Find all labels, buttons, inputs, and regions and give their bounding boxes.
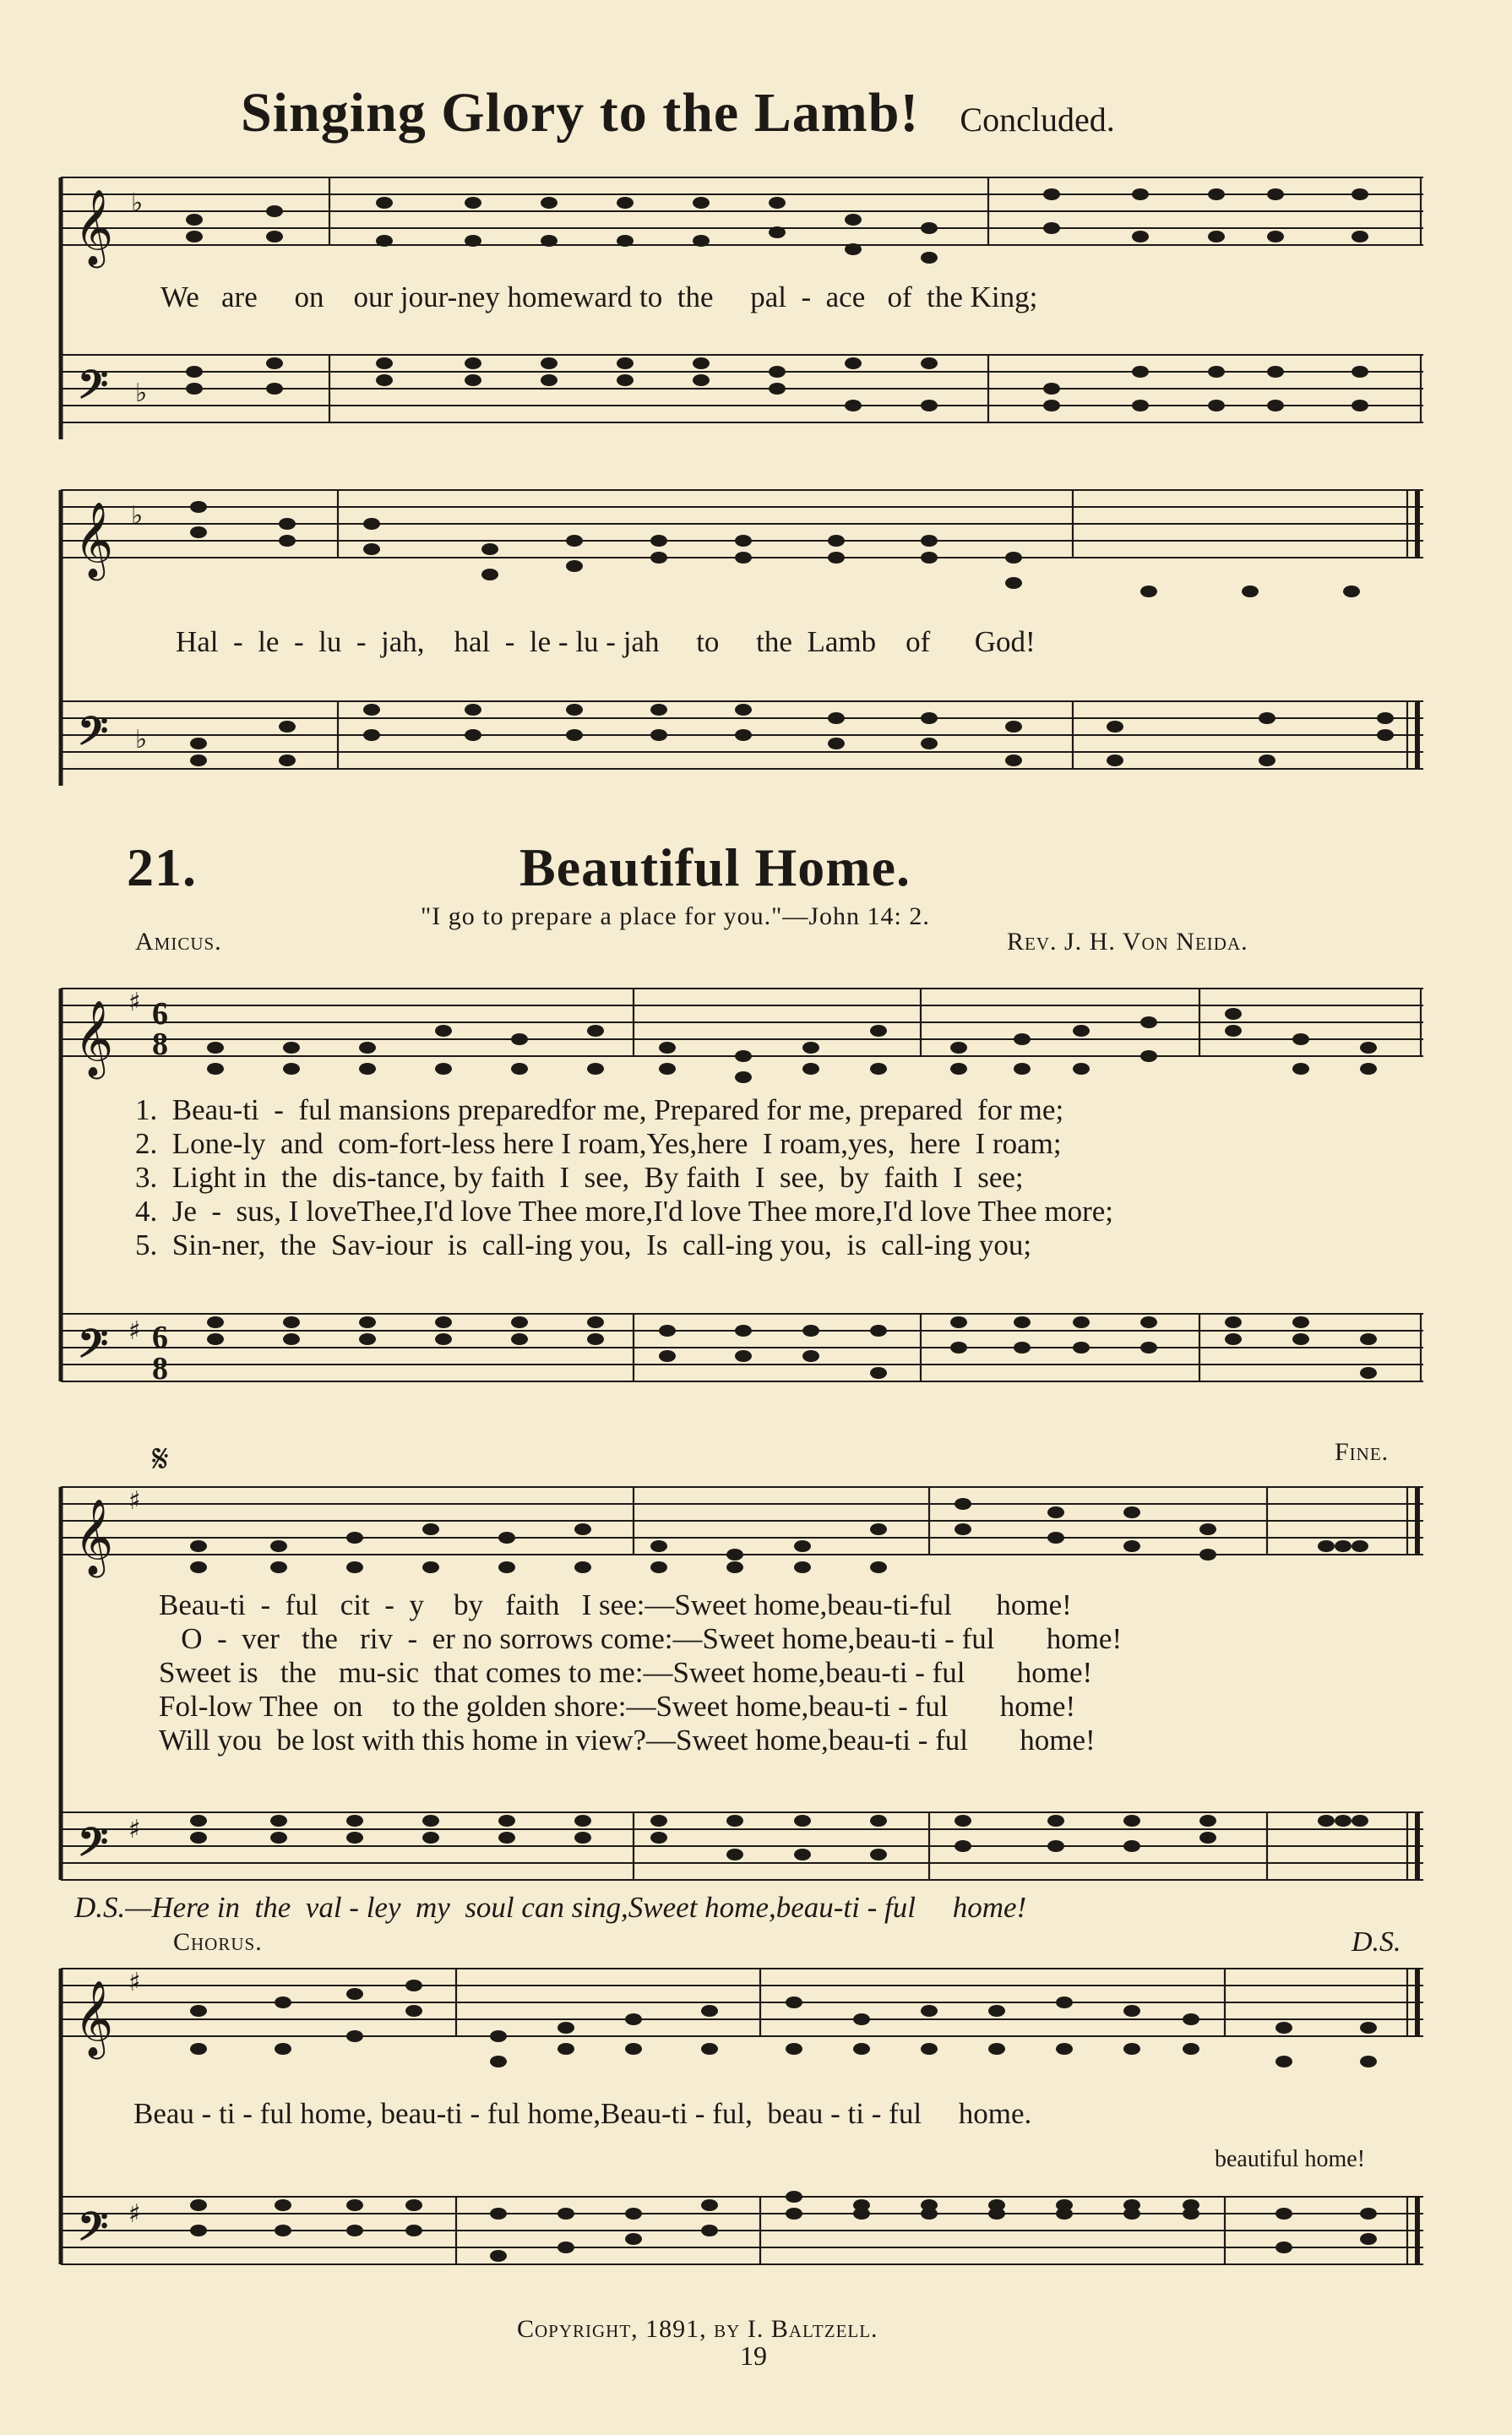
treble-notes: [190, 501, 1360, 597]
svg-text:♭: ♭: [135, 725, 148, 754]
bass-staff: [61, 1314, 1423, 1381]
svg-text:6: 6: [152, 996, 168, 1032]
svg-text:6: 6: [152, 1320, 168, 1355]
svg-text:♭: ♭: [131, 501, 144, 531]
song2-title: Beautiful Home.: [519, 837, 911, 897]
svg-text:♯: ♯: [128, 1486, 141, 1516]
svg-text:𝄞: 𝄞: [74, 189, 114, 265]
refrain-line-3: Sweet is the mu-sic that comes to me:—Sweet home,beau-ti - ful home!: [159, 1656, 1093, 1689]
refrain-line-4: Fol-low Thee on to the golden shore:—Sweet home,beau-ti - ful home!: [159, 1690, 1076, 1723]
treble-staff: [61, 490, 1423, 558]
segno-sign: 𝄋: [152, 1437, 169, 1480]
svg-text:𝄢: 𝄢: [78, 2203, 109, 2259]
svg-text:♯: ♯: [128, 1968, 141, 1997]
svg-text:♯: ♯: [128, 988, 141, 1017]
svg-text:𝄢: 𝄢: [78, 362, 109, 417]
refrain-line-2: O - ver the riv - er no sorrows come:—Sweet home,beau-ti - ful home!: [159, 1622, 1123, 1655]
treble-notes: [190, 1980, 1377, 2067]
ds-line: D.S.—Here in the val - ley my soul can sing,Sweet home,beau-ti - ful home!: [74, 1891, 1027, 1924]
song2-composer: Amicus.: [135, 928, 222, 956]
treble-notes: [207, 1008, 1377, 1083]
bass-notes: [186, 357, 1368, 411]
chorus-label: Chorus.: [173, 1928, 263, 1956]
treble-staff: [61, 1969, 1423, 2036]
svg-text:𝄢: 𝄢: [78, 708, 109, 764]
svg-text:♭: ♭: [135, 379, 148, 408]
svg-text:𝄞: 𝄞: [74, 1000, 114, 1076]
treble-staff: [61, 1487, 1423, 1555]
svg-text:𝄞: 𝄞: [74, 1499, 114, 1575]
song1-concluded: Concluded.: [960, 101, 1115, 139]
chorus-lyrics: Beau - ti - ful home, beau-ti - ful home,Beau-ti - ful, beau - ti - ful home.: [133, 2097, 1032, 2130]
svg-text:♯: ♯: [128, 1815, 141, 1844]
verse-1: 1. Beau-ti - ful mansions preparedfor me, Prepared for me, prepared for me;: [135, 1093, 1064, 1126]
small-lyric-note: beautiful home!: [1215, 2146, 1366, 2172]
svg-text:♯: ♯: [128, 2199, 141, 2229]
song2-verses: [135, 1093, 1113, 1262]
copyright-notice: Copyright, 1891, by I. Baltzell.: [517, 2315, 878, 2343]
bass-notes: [190, 1815, 1368, 1860]
bass-staff: [61, 2197, 1423, 2264]
verse-4: 4. Je - sus, I loveThee,I'd love Thee more,I'd love Thee more,I'd love Thee more;: [135, 1195, 1113, 1228]
song2-epigraph: "I go to prepare a place for you."—John 14: 2.: [421, 902, 930, 930]
verse-3: 3. Light in the dis-tance, by faith I see, By faith I see, by faith I see;: [135, 1161, 1024, 1194]
ds-label: D.S.: [1352, 1926, 1401, 1958]
page-number: 19: [740, 2340, 767, 2371]
treble-notes: [190, 1498, 1368, 1573]
svg-text:8: 8: [152, 1027, 168, 1062]
bass-staff: [61, 355, 1423, 422]
fine-label: Fine.: [1335, 1438, 1390, 1466]
song1-lyrics-line2: Hal - le - lu - jah, hal - le - lu - jah to the Lamb of God!: [176, 625, 1036, 658]
song1-title-block: [241, 81, 1115, 145]
svg-text:♭: ♭: [131, 188, 144, 218]
song1-lyrics-line1: We are on our jour-ney homeward to the pal - ace of the King;: [160, 281, 1038, 313]
refrain-line-5: Will you be lost with this home in view?—Sweet home,beau-ti - ful home!: [159, 1724, 1096, 1757]
svg-text:𝄞: 𝄞: [74, 502, 114, 578]
svg-text:8: 8: [152, 1351, 168, 1386]
svg-text:𝄞: 𝄞: [74, 1980, 114, 2056]
svg-text:♯: ♯: [128, 1316, 141, 1346]
refrain-line-1: Beau-ti - ful cit - y by faith I see:—Sweet home,beau-ti-ful home!: [159, 1588, 1072, 1621]
verse-5: 5. Sin-ner, the Sav-iour is call-ing you, Is call-ing you, is call-ing you;: [135, 1228, 1032, 1261]
treble-staff: [61, 989, 1423, 1056]
svg-text:𝄢: 𝄢: [78, 1819, 109, 1875]
verse-2: 2. Lone-ly and com-fort-less here I roam,Yes,here I roam,yes, here I roam;: [135, 1127, 1062, 1160]
song2-number: 21.: [127, 837, 197, 897]
song1-title: Singing Glory to the Lamb!: [241, 82, 920, 144]
bass-notes: [190, 2191, 1377, 2262]
svg-text:𝄢: 𝄢: [78, 1321, 109, 1376]
treble-notes: [186, 188, 1368, 264]
song2-refrain-lyrics: [159, 1588, 1122, 1757]
song2-author: Rev. J. H. Von Neida.: [1007, 928, 1248, 956]
